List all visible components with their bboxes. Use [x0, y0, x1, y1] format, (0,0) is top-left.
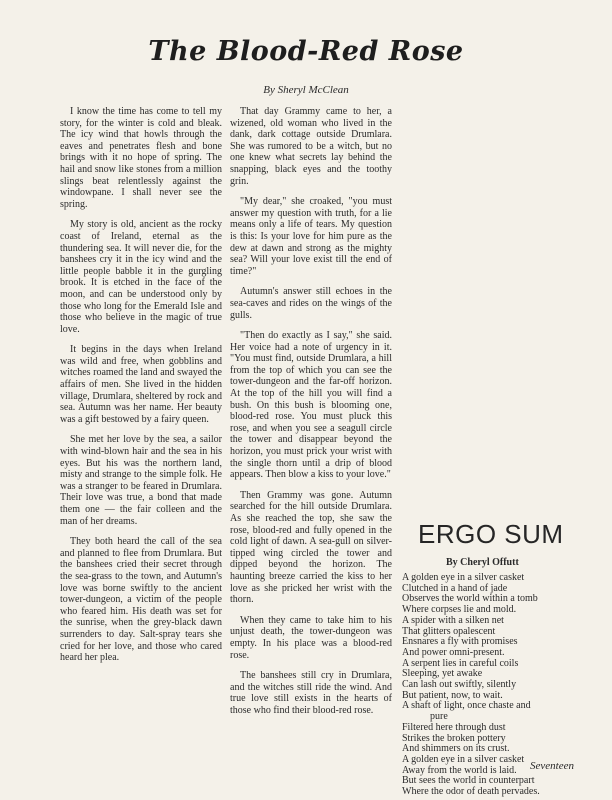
poem-line: A spider with a silken net: [402, 614, 504, 626]
poem-line: And shimmers on its crust.: [402, 743, 510, 755]
poem-line: A golden eye in a silver casket: [402, 572, 525, 583]
poem-line: Ensnares a fly with promises: [402, 636, 518, 648]
poem-line: But sees the world in counterpart: [402, 775, 535, 787]
poem-line: Strikes the broken pottery: [402, 732, 506, 744]
story-paragraph: I know the time has come to tell my story, for the winter is cold and bleak. The icy wind that howls through the eaves and penetrates flesh and bone brings with it no hope of spring. The hail and snow like stones from a million slings beat relentlessly against the windowpane. I shall never see the spring.: [60, 106, 222, 210]
poem-line: Filtered here through dust: [402, 721, 506, 733]
poem-line: A serpent lies in careful coils: [402, 657, 519, 669]
poem-line: Where the odor of death pervades.: [402, 786, 540, 798]
story-column-right: [230, 106, 392, 726]
page-number: Seventeen: [530, 760, 574, 772]
poem-line: Away from the world is laid.: [402, 764, 517, 776]
story-paragraph: The banshees still cry in Drumlara, and the witches still ride the wind. And true love still exists in the hearts of those who find their blood-red rose.: [230, 670, 392, 716]
story-column-left: [60, 106, 222, 673]
story-paragraph: Then Grammy was gone. Autumn searched for the hill outside Drumlara. As she reached the top, she saw the rose, blood-red and fully opened in the cold light of dawn. A sea-gull on silver-tipped wing circled the tower and dipped beyond the horizon. The haunting breeze carried the kiss to her love as she pricked her wrist with the thorn.: [230, 489, 392, 606]
poem-title: ERGO SUM: [418, 519, 564, 549]
story-paragraph: Autumn's answer still echoes in the sea-caves and rides on the wings of the gulls.: [230, 286, 392, 321]
poem-line: Clutched in a hand of jade: [402, 582, 508, 594]
poem-line: Observes the world within a tomb: [402, 593, 538, 605]
story-paragraph: When they came to take him to his unjust death, the tower-dungeon was empty. In his place was a blood-red rose.: [230, 614, 392, 661]
story-paragraph: It begins in the days when Ireland was wild and free, when gobblins and witches roamed the land and swayed the affairs of men. She lived in the hidden village, Drumlara, sheltered by rock and sea. Autumn was her name. Her beauty was a gift bestowed by a fairy queen.: [60, 344, 222, 425]
story-title: The Blood-Red Rose: [148, 36, 464, 67]
poem-line: That glitters opalescent: [402, 625, 496, 637]
poem-line: But patient, now, to wait.: [402, 689, 503, 701]
story-paragraph: They both heard the call of the sea and planned to flee from Drumlara. But the banshees cried their secret through the sea-grass to the town, and Autumn's love was borne swiftly to the ancient tower-dungeon, a victim of the people who feared him. His death was set for the sunrise, when the grey-black dawn surrenders to day. Salt-spray tears she cried for her love, and those who cared heard her plea.: [60, 536, 222, 664]
poem-line: A shaft of light, once chaste and: [402, 700, 531, 712]
story-paragraph: That day Grammy came to her, a wizened, old woman who lived in the dank, dark cottage outside Drumlara. She was rumored to be a witch, but no one knew what secrets lay behind the snapping, black eyes and the toothy grin.: [230, 106, 392, 187]
poem-line: Sleeping, yet awake: [402, 668, 483, 680]
poem-line: And power omni-present.: [402, 646, 505, 658]
poem-line: Where corpses lie and mold.: [402, 604, 517, 616]
poem-byline: By Cheryl Offutt: [446, 557, 519, 568]
poem-line: pure: [430, 711, 448, 723]
poem-line: Can lash out swiftly, silently: [402, 679, 517, 691]
story-paragraph: "Then do exactly as I say," she said. Her voice had a note of urgency in it. "You must find, outside Drumlara, a hill from the top of which you can see the tower-dungeon and the far-off horizon. At the top of the hill you will find a bush. On this bush is blooming one, blood-red rose. You must pluck this rose, and when you see a seagull circle the tower and disappear beyond the horizon, you must prick your wrist with the single thorn until a drip of blood appears. Then blow a kiss to your love.": [230, 330, 392, 481]
story-paragraph: "My dear," she croaked, "you must answer my question with truth, for a lie means only a life of tears. My question is this: Is your love for him pure as the dew at dawn and strong as the mighty sea? Will your love exist till the end of time?": [230, 196, 392, 277]
story-byline: By Sheryl McClean: [263, 84, 349, 96]
poem-line: A golden eye in a silver casket: [402, 753, 525, 765]
story-paragraph: My story is old, ancient as the rocky coast of Ireland, eternal as the thundering sea. It will never die, for the banshees cry it in the icy wind and the little people babble it in the gurgling brook. It is etched in the face of the moon, and can be understood only by those who long for the Emerald Isle and those who believe in the magic of true love.: [60, 219, 222, 335]
story-paragraph: She met her love by the sea, a sailor with wind-blown hair and the sea in his eyes. But his was the northern land, misty and strange to the simple folk. He was a stranger to be feared in Drumlara. Their love was true, a bond that made them one — the fair colleen and the man of her dreams.: [60, 434, 222, 527]
